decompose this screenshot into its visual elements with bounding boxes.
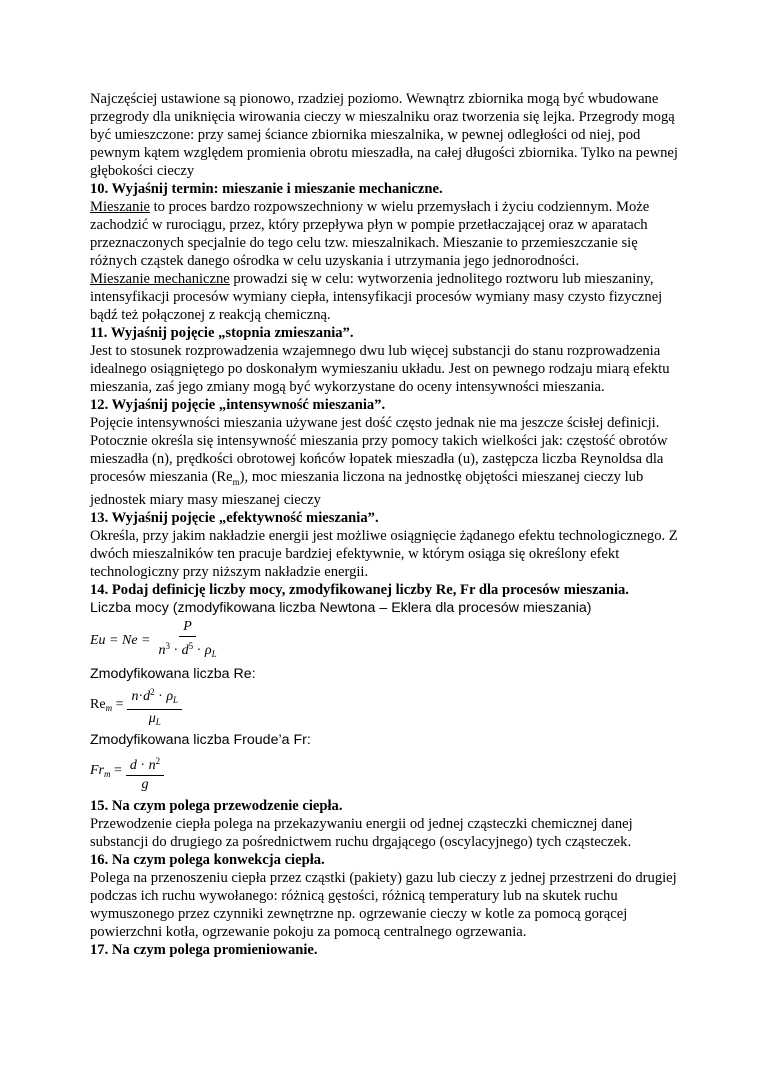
re-formula-fraction (127, 684, 182, 730)
q12-text-b: ), moc mieszania liczona na jednostkę objętości mieszanej cieczy lub jednostek miary masy mieszanej cieczy (90, 469, 644, 508)
re-eq: = (112, 697, 124, 713)
q11-heading: 11. Wyjaśnij pojęcie „stopnia zmieszania”. (90, 325, 354, 341)
power-formula-numerator: P (179, 619, 196, 637)
fr-formula-lhs (90, 762, 122, 783)
q17-heading: 17. Na czym polega promieniowanie. (90, 941, 318, 958)
q10-heading: 10. Wyjaśnij termin: mieszanie i mieszanie mechaniczne. (90, 181, 443, 197)
q12-paragraph (90, 414, 680, 509)
fr-dot: · (136, 757, 149, 773)
re-d: d (143, 688, 151, 704)
fr-d: d (129, 757, 137, 773)
re-formula-numerator (127, 684, 182, 710)
re-formula-lhs (90, 696, 123, 717)
fr-eq: = (110, 763, 122, 779)
fr-formula-denominator: g (141, 776, 149, 792)
pf-n: n (158, 643, 166, 659)
re-rho: ρ (166, 688, 174, 704)
re-dot1: · (138, 688, 144, 704)
q14-power-label: Liczba mocy (zmodyfikowana liczba Newtona – Eklera dla procesów mieszania) (90, 599, 592, 616)
pf-d: d (181, 643, 189, 659)
q15-text: Przewodzenie ciepła polega na przekazywaniu energii od jednej cząsteczki chemicznej danej substancji do drugiego za pośrednictwem ruchu drgającego (oscylacyjnego) tych cząsteczek. (90, 815, 633, 850)
fr-lhs: Fr (90, 763, 104, 779)
power-formula-denominator (155, 637, 221, 662)
re-d-exp: 2 (150, 686, 155, 697)
q10-paragraph-2 (90, 270, 680, 324)
pf-rho: ρ (204, 643, 212, 659)
re-mu-sub: L (155, 716, 161, 727)
q10-term-mieszanie-mechaniczne: Mieszanie mechaniczne (90, 271, 230, 287)
reynolds-formula (90, 685, 680, 729)
intro-paragraph: Najczęściej ustawione są pionowo, rzadziej poziomo. Wewnątrz zbiornika mogą być wbudowane przegrody dla uniknięcia wirowania cieczy w mieszalniku oraz tworzenia się lejka. Przegrody mogą być umieszczone: przy samej ściance zbiornika mieszalnika, w pewnej odległości od niej, pod pewnym kątem względem promienia obrotu mieszadła, na całej długości zbiornika. Tylko na pewnej głębokości cieczy (90, 91, 678, 179)
q15-heading: 15. Na czym polega przewodzenie ciepła. (90, 797, 343, 814)
fr-n: n (148, 757, 156, 773)
q14-fr-label: Zmodyfikowana liczba Froude’a Fr: (90, 731, 311, 748)
pf-n-exp: 3 (165, 641, 170, 652)
power-formula-lhs: Eu = Ne = (90, 632, 151, 648)
re-lhs: Re (90, 697, 106, 713)
re-formula-denominator (145, 710, 165, 730)
re-n: n (131, 688, 139, 704)
q10-term-mieszanie: Mieszanie (90, 199, 150, 215)
q12-text-a: Pojęcie intensywności mieszania używane jest dość często jednak nie ma jeszcze ścisłej definicji. Potocznie określa się intensywność mieszania przy pomocy takich wielkości jak: częstość obrotów mieszadła (n), prędkości obrotowej końców łopatek mieszadła (u), zastępcza liczba Reynoldsa dla procesów mieszania (Re (90, 415, 668, 485)
re-lhs-sub: m (105, 703, 113, 714)
fr-lhs-sub: m (104, 769, 111, 780)
q11-text: Jest to stosunek rozprowadzenia wzajemnego dwu lub więcej substancji do stanu rozprowadzenia idealnego osiągniętego po doskonałym wymieszaniu układu. Jest on pewnego rodzaju miarą efektu mieszania, zaś jego zmiany mogą być wykorzystane do oceny intensywności mieszania. (90, 343, 670, 395)
document-page (90, 90, 680, 959)
power-formula-fraction (155, 619, 221, 662)
re-dot2: · (154, 688, 167, 704)
q16-text: Polega na przenoszeniu ciepła przez cząstki (pakiety) gazu lub cieczy z jednej przestrzeni do drugiej podczas ich ruchu wywołanego: różnicą gęstości, różnicą temperatury lub na skutek ruchu wymuszonego przez czynniki zewnętrzne np. ogrzewanie cieczy w kotle za pomocą gorącej powierzchni kotła, ogrzewanie pokoju za pomocą centralnego ogrzewania. (90, 869, 677, 940)
q10-text-1: to proces bardzo rozpowszechniony w wielu przemysłach i życiu codziennym. Może zachodzić w rurociągu, przez, który przepływa płyn w pompie przetłaczającej oraz w aparatach przeznaczonych specjalnie do tego celu tzw. mieszalnikach. Mieszanie to przemieszczanie się różnych cząstek danego ośrodka w celu uzyskania i utrzymania jego jednorodności. (90, 199, 650, 269)
q10-paragraph-1 (90, 198, 680, 270)
q12-sub: m (232, 476, 240, 487)
q13-text: Określa, przy jakim nakładzie energii jest możliwe osiągnięcie żądanego efektu technologicznego. Z dwóch mieszalników ten pracuje bardziej efektywnie, w którym osiąga się określony efekt technologiczny przy niższym nakładzie energii. (90, 527, 678, 580)
pf-d-exp: 5 (188, 641, 194, 652)
fr-n-exp: 2 (155, 755, 161, 766)
pf-dot2: · (193, 643, 205, 659)
fr-formula-fraction (126, 753, 164, 793)
froude-formula (90, 751, 680, 795)
fr-formula-numerator (126, 753, 164, 776)
q14-re-label: Zmodyfikowana liczba Re: (90, 665, 256, 682)
power-number-formula (90, 619, 680, 663)
re-mu: μ (148, 710, 156, 726)
pf-dot1: · (170, 643, 182, 659)
q12-heading: 12. Wyjaśnij pojęcie „intensywność mieszania”. (90, 397, 386, 413)
q13-heading: 13. Wyjaśnij pojęcie „efektywność mieszania”. (90, 509, 379, 526)
re-rho-sub: L (173, 694, 179, 705)
q16-heading: 16. Na czym polega konwekcja ciepła. (90, 851, 325, 868)
q10-text-2: prowadzi się w celu: wytworzenia jednolitego roztworu lub mieszaniny, intensyfikacji procesów wymiany ciepła, intensyfikacji procesów wymiany masy czysto fizycznej bądź też połączonej z reakcją chemiczną. (90, 271, 663, 323)
pf-rho-sub: L (211, 649, 217, 660)
q14-heading: 14. Podaj definicję liczby mocy, zmodyfikowanej liczby Re, Fr dla procesów mieszania. (90, 581, 629, 598)
